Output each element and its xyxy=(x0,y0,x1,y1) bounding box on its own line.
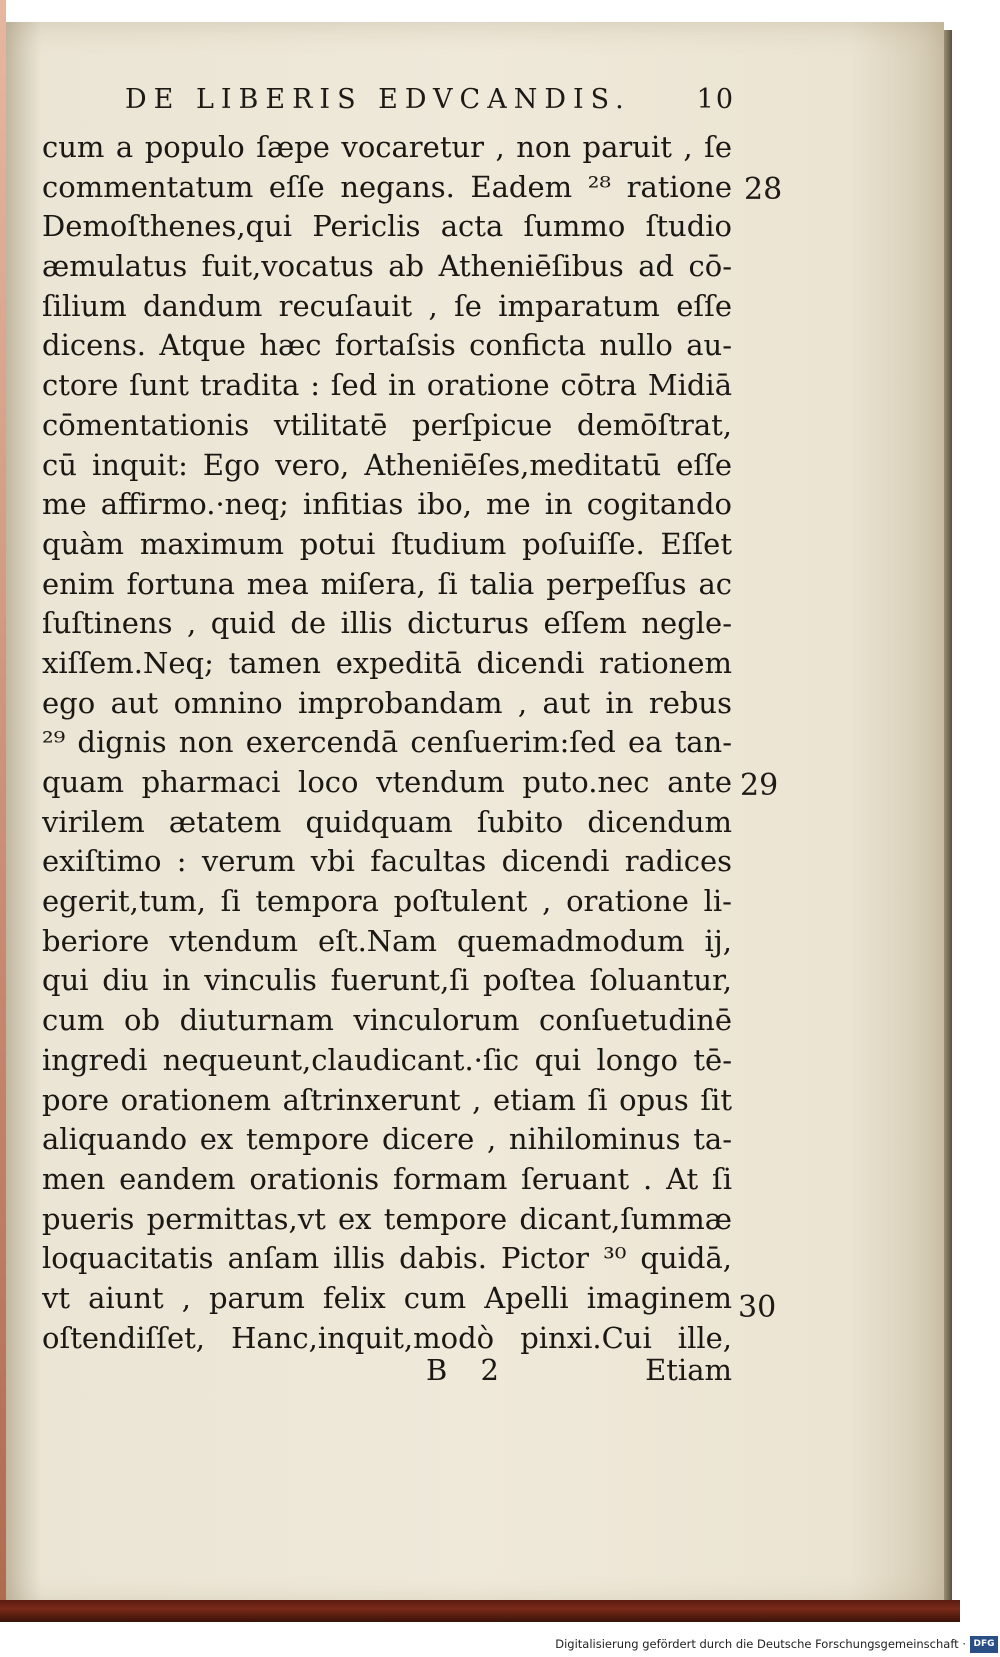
signature-mark: B 2 xyxy=(426,1353,511,1387)
text-line: commentatum eſſe negans. Eadem ²⁸ ratione xyxy=(42,169,732,204)
text-line: ſilium dandum recuſauit , ſe imparatum eſſe xyxy=(42,288,732,323)
text-line: ²⁹ dignis non exercendā cenſuerim:ſed ea tan- xyxy=(42,725,732,760)
text-line: exiſtimo : verum vbi facultas dicendi radices xyxy=(42,844,732,879)
text-line: Demoſthenes,qui Periclis acta ſummo ſtudio xyxy=(42,209,732,244)
text-line: æmulatus fuit,vocatus ab Atheniēſibus ad cō- xyxy=(42,249,732,284)
page-left-edge xyxy=(0,0,6,1610)
page-footer xyxy=(42,1353,732,1393)
text-line: vt aiunt , parum felix cum Apelli imaginem xyxy=(42,1280,732,1315)
text-line: pore orationem aſtrinxerunt , etiam ſi opus ſit xyxy=(42,1082,732,1117)
page-right-shadow xyxy=(944,30,952,1600)
margin-note-30: 30 xyxy=(738,1290,777,1325)
text-line: quam pharmaci loco vtendum puto.nec ante xyxy=(42,765,732,799)
text-line: xiſſem.Neq; tamen expeditā dicendi rationem xyxy=(42,645,732,680)
text-line: oſtendiſſet, Hanc,inquit,modò pinxi.Cui ille, xyxy=(42,1320,732,1355)
page-header xyxy=(125,80,735,120)
credit-bar xyxy=(0,1634,1000,1657)
text-line: ſuſtinens , quid de illis dicturus eſſem negle- xyxy=(42,606,732,641)
text-line: quàm maximum potui ſtudium poſuiſſe. Eſſet xyxy=(42,526,732,561)
text-line: cum a populo ſæpe vocaretur , non paruit , ſe xyxy=(42,130,732,164)
text-line: pueris permittas,vt ex tempore dicant,ſummæ xyxy=(42,1201,732,1236)
catchword: Etiam xyxy=(645,1353,732,1387)
text-line: qui diu in vinculis fuerunt,ſi poſtea ſoluantur, xyxy=(42,963,732,998)
text-line: aliquando ex tempore dicere , nihilominus ta- xyxy=(42,1122,732,1157)
running-title: DE LIBERIS EDVCANDIS. xyxy=(125,84,631,115)
margin-note-29: 29 xyxy=(740,768,779,803)
text-line: men eandem orationis formam ſeruant . At ſi xyxy=(42,1161,732,1196)
text-line: enim fortuna mea miſera, ſi talia perpeſſus ac xyxy=(42,566,732,601)
text-line: ego aut omnino improbandam , aut in rebus xyxy=(42,685,732,720)
text-line: me affirmo.·neq; infitias ibo, me in cogitando xyxy=(42,487,732,522)
text-line: virilem ætatem quidquam ſubito dicendum xyxy=(42,804,732,839)
text-line: ctore ſunt tradita : ſed in oratione cōtra Midiā xyxy=(42,368,732,403)
text-line: loquacitatis anſam illis dabis. Pictor ³⁰ quidā, xyxy=(42,1241,732,1276)
text-line: cum ob diuturnam vinculorum conſuetudinē xyxy=(42,1003,732,1038)
text-line: beriore vtendum eſt.Nam quemadmodum ij, xyxy=(42,923,732,958)
margin-note-28: 28 xyxy=(744,172,783,207)
text-line: cū inquit: Ego vero, Atheniēſes,meditatū eſſe xyxy=(42,447,732,482)
text-line: dicens. Atque hæc fortaſsis conficta nullo au- xyxy=(42,328,732,363)
page-number: 10 xyxy=(696,84,735,115)
book-binding-edge xyxy=(0,1600,960,1622)
text-line: egerit,tum, ſi tempora poſtulent , oratione li- xyxy=(42,884,732,919)
text-line: ingredi nequeunt,claudicant.·ſic qui longo tē- xyxy=(42,1042,732,1077)
credit-text: Digitalisierung gefördert durch die Deutsche Forschungsgemeinschaft · xyxy=(555,1637,966,1651)
text-line: cōmentationis vtilitatē perſpicue demōſtrat, xyxy=(42,407,732,442)
dfg-logo-icon: DFG xyxy=(970,1636,998,1653)
body-text xyxy=(42,128,732,1358)
